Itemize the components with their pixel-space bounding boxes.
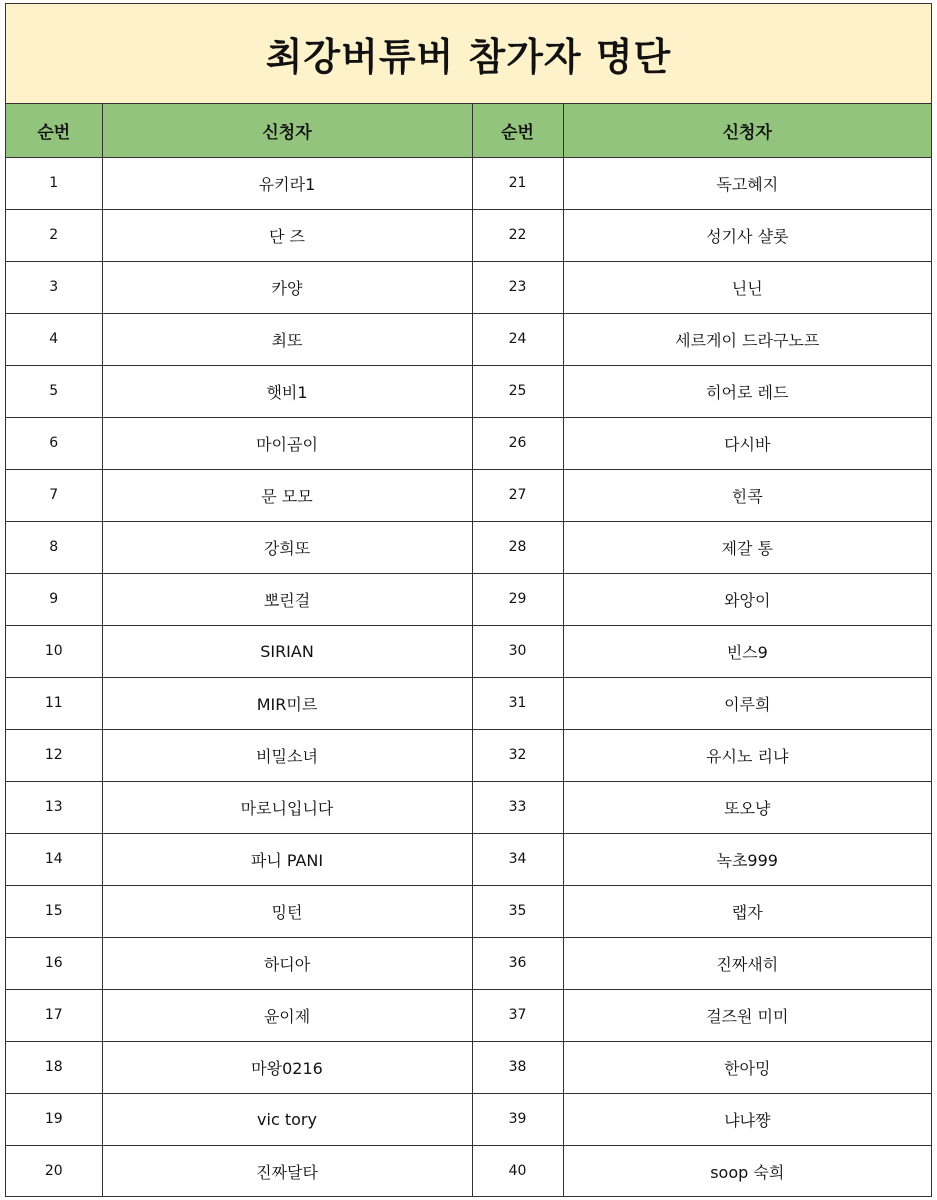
row-number-left: 16 <box>6 937 102 989</box>
applicant-name-left: 문 모모 <box>102 469 472 521</box>
table-row <box>6 729 931 781</box>
row-number-right: 21 <box>472 157 563 209</box>
applicant-name-right: 진짜새히 <box>563 937 931 989</box>
row-number-left: 10 <box>6 625 102 677</box>
row-number-left: 6 <box>6 417 102 469</box>
row-number-right: 34 <box>472 833 563 885</box>
applicant-name-right: 또오냥 <box>563 781 931 833</box>
row-number-right: 32 <box>472 729 563 781</box>
row-number-left: 20 <box>6 1145 102 1197</box>
row-number-right: 25 <box>472 365 563 417</box>
table-row <box>6 677 931 729</box>
applicant-name-left: SIRIAN <box>102 625 472 677</box>
table-row <box>6 625 931 677</box>
applicant-name-left: 유키라1 <box>102 157 472 209</box>
table-row <box>6 365 931 417</box>
applicant-name-left: 파니 PANI <box>102 833 472 885</box>
table-row <box>6 469 931 521</box>
header-applicant-right: 신청자 <box>563 104 931 157</box>
applicant-name-right: 제갈 통 <box>563 521 931 573</box>
table-row <box>6 417 931 469</box>
applicant-name-right: 걸즈원 미미 <box>563 989 931 1041</box>
row-number-right: 33 <box>472 781 563 833</box>
applicant-name-left: 강희또 <box>102 521 472 573</box>
header-number-right: 순번 <box>472 104 563 157</box>
applicant-name-right: soop 숙희 <box>563 1145 931 1197</box>
table-row <box>6 1093 931 1145</box>
row-number-right: 36 <box>472 937 563 989</box>
table-row <box>6 157 931 209</box>
applicant-name-right: 한아밍 <box>563 1041 931 1093</box>
applicant-name-left: MIR미르 <box>102 677 472 729</box>
row-number-right: 39 <box>472 1093 563 1145</box>
table-row <box>6 1145 931 1197</box>
row-number-left: 15 <box>6 885 102 937</box>
applicant-name-left: 햇비1 <box>102 365 472 417</box>
applicant-name-right: 힌콕 <box>563 469 931 521</box>
row-number-left: 2 <box>6 209 102 261</box>
row-number-left: 5 <box>6 365 102 417</box>
row-number-left: 19 <box>6 1093 102 1145</box>
applicant-name-right: 닌닌 <box>563 261 931 313</box>
table-row <box>6 781 931 833</box>
row-number-left: 8 <box>6 521 102 573</box>
row-number-left: 9 <box>6 573 102 625</box>
row-number-right: 38 <box>472 1041 563 1093</box>
row-number-right: 29 <box>472 573 563 625</box>
applicant-name-right: 냐냐쨩 <box>563 1093 931 1145</box>
header-row <box>6 104 931 157</box>
row-number-left: 18 <box>6 1041 102 1093</box>
applicant-name-left: 카양 <box>102 261 472 313</box>
row-number-left: 7 <box>6 469 102 521</box>
participant-table <box>6 104 931 1197</box>
applicant-name-right: 이루희 <box>563 677 931 729</box>
row-number-left: 17 <box>6 989 102 1041</box>
table-row <box>6 989 931 1041</box>
applicant-name-left: 단 즈 <box>102 209 472 261</box>
row-number-left: 13 <box>6 781 102 833</box>
applicant-name-left: 비밀소녀 <box>102 729 472 781</box>
applicant-name-left: 마로니입니다 <box>102 781 472 833</box>
applicant-name-right: 다시바 <box>563 417 931 469</box>
row-number-left: 3 <box>6 261 102 313</box>
applicant-name-right: 랩자 <box>563 885 931 937</box>
row-number-right: 26 <box>472 417 563 469</box>
row-number-right: 24 <box>472 313 563 365</box>
applicant-name-right: 유시노 리냐 <box>563 729 931 781</box>
applicant-name-right: 와앙이 <box>563 573 931 625</box>
applicant-name-left: 마이곰이 <box>102 417 472 469</box>
table-row <box>6 885 931 937</box>
applicant-name-right: 빈스9 <box>563 625 931 677</box>
applicant-name-right: 녹초999 <box>563 833 931 885</box>
applicant-name-left: 최또 <box>102 313 472 365</box>
participant-sheet <box>5 3 932 1197</box>
row-number-left: 1 <box>6 157 102 209</box>
row-number-left: 14 <box>6 833 102 885</box>
table-row <box>6 833 931 885</box>
applicant-name-right: 세르게이 드라구노프 <box>563 313 931 365</box>
table-row <box>6 937 931 989</box>
table-row <box>6 261 931 313</box>
table-row <box>6 209 931 261</box>
applicant-name-left: 진짜달타 <box>102 1145 472 1197</box>
sheet-title: 최강버튜버 참가자 명단 <box>6 4 931 104</box>
row-number-right: 31 <box>472 677 563 729</box>
table-row <box>6 1041 931 1093</box>
row-number-left: 12 <box>6 729 102 781</box>
table-body <box>6 157 931 1197</box>
header-applicant-left: 신청자 <box>102 104 472 157</box>
table-row <box>6 573 931 625</box>
row-number-right: 23 <box>472 261 563 313</box>
applicant-name-left: 마왕0216 <box>102 1041 472 1093</box>
row-number-left: 11 <box>6 677 102 729</box>
applicant-name-left: 윤이제 <box>102 989 472 1041</box>
row-number-right: 30 <box>472 625 563 677</box>
row-number-right: 35 <box>472 885 563 937</box>
row-number-right: 37 <box>472 989 563 1041</box>
row-number-right: 22 <box>472 209 563 261</box>
applicant-name-left: vic tory <box>102 1093 472 1145</box>
row-number-right: 27 <box>472 469 563 521</box>
table-row <box>6 313 931 365</box>
applicant-name-left: 밍턴 <box>102 885 472 937</box>
row-number-right: 40 <box>472 1145 563 1197</box>
applicant-name-left: 뽀린걸 <box>102 573 472 625</box>
applicant-name-left: 하디아 <box>102 937 472 989</box>
applicant-name-right: 히어로 레드 <box>563 365 931 417</box>
header-number-left: 순번 <box>6 104 102 157</box>
row-number-left: 4 <box>6 313 102 365</box>
applicant-name-right: 성기사 샬롯 <box>563 209 931 261</box>
table-row <box>6 521 931 573</box>
row-number-right: 28 <box>472 521 563 573</box>
applicant-name-right: 독고혜지 <box>563 157 931 209</box>
